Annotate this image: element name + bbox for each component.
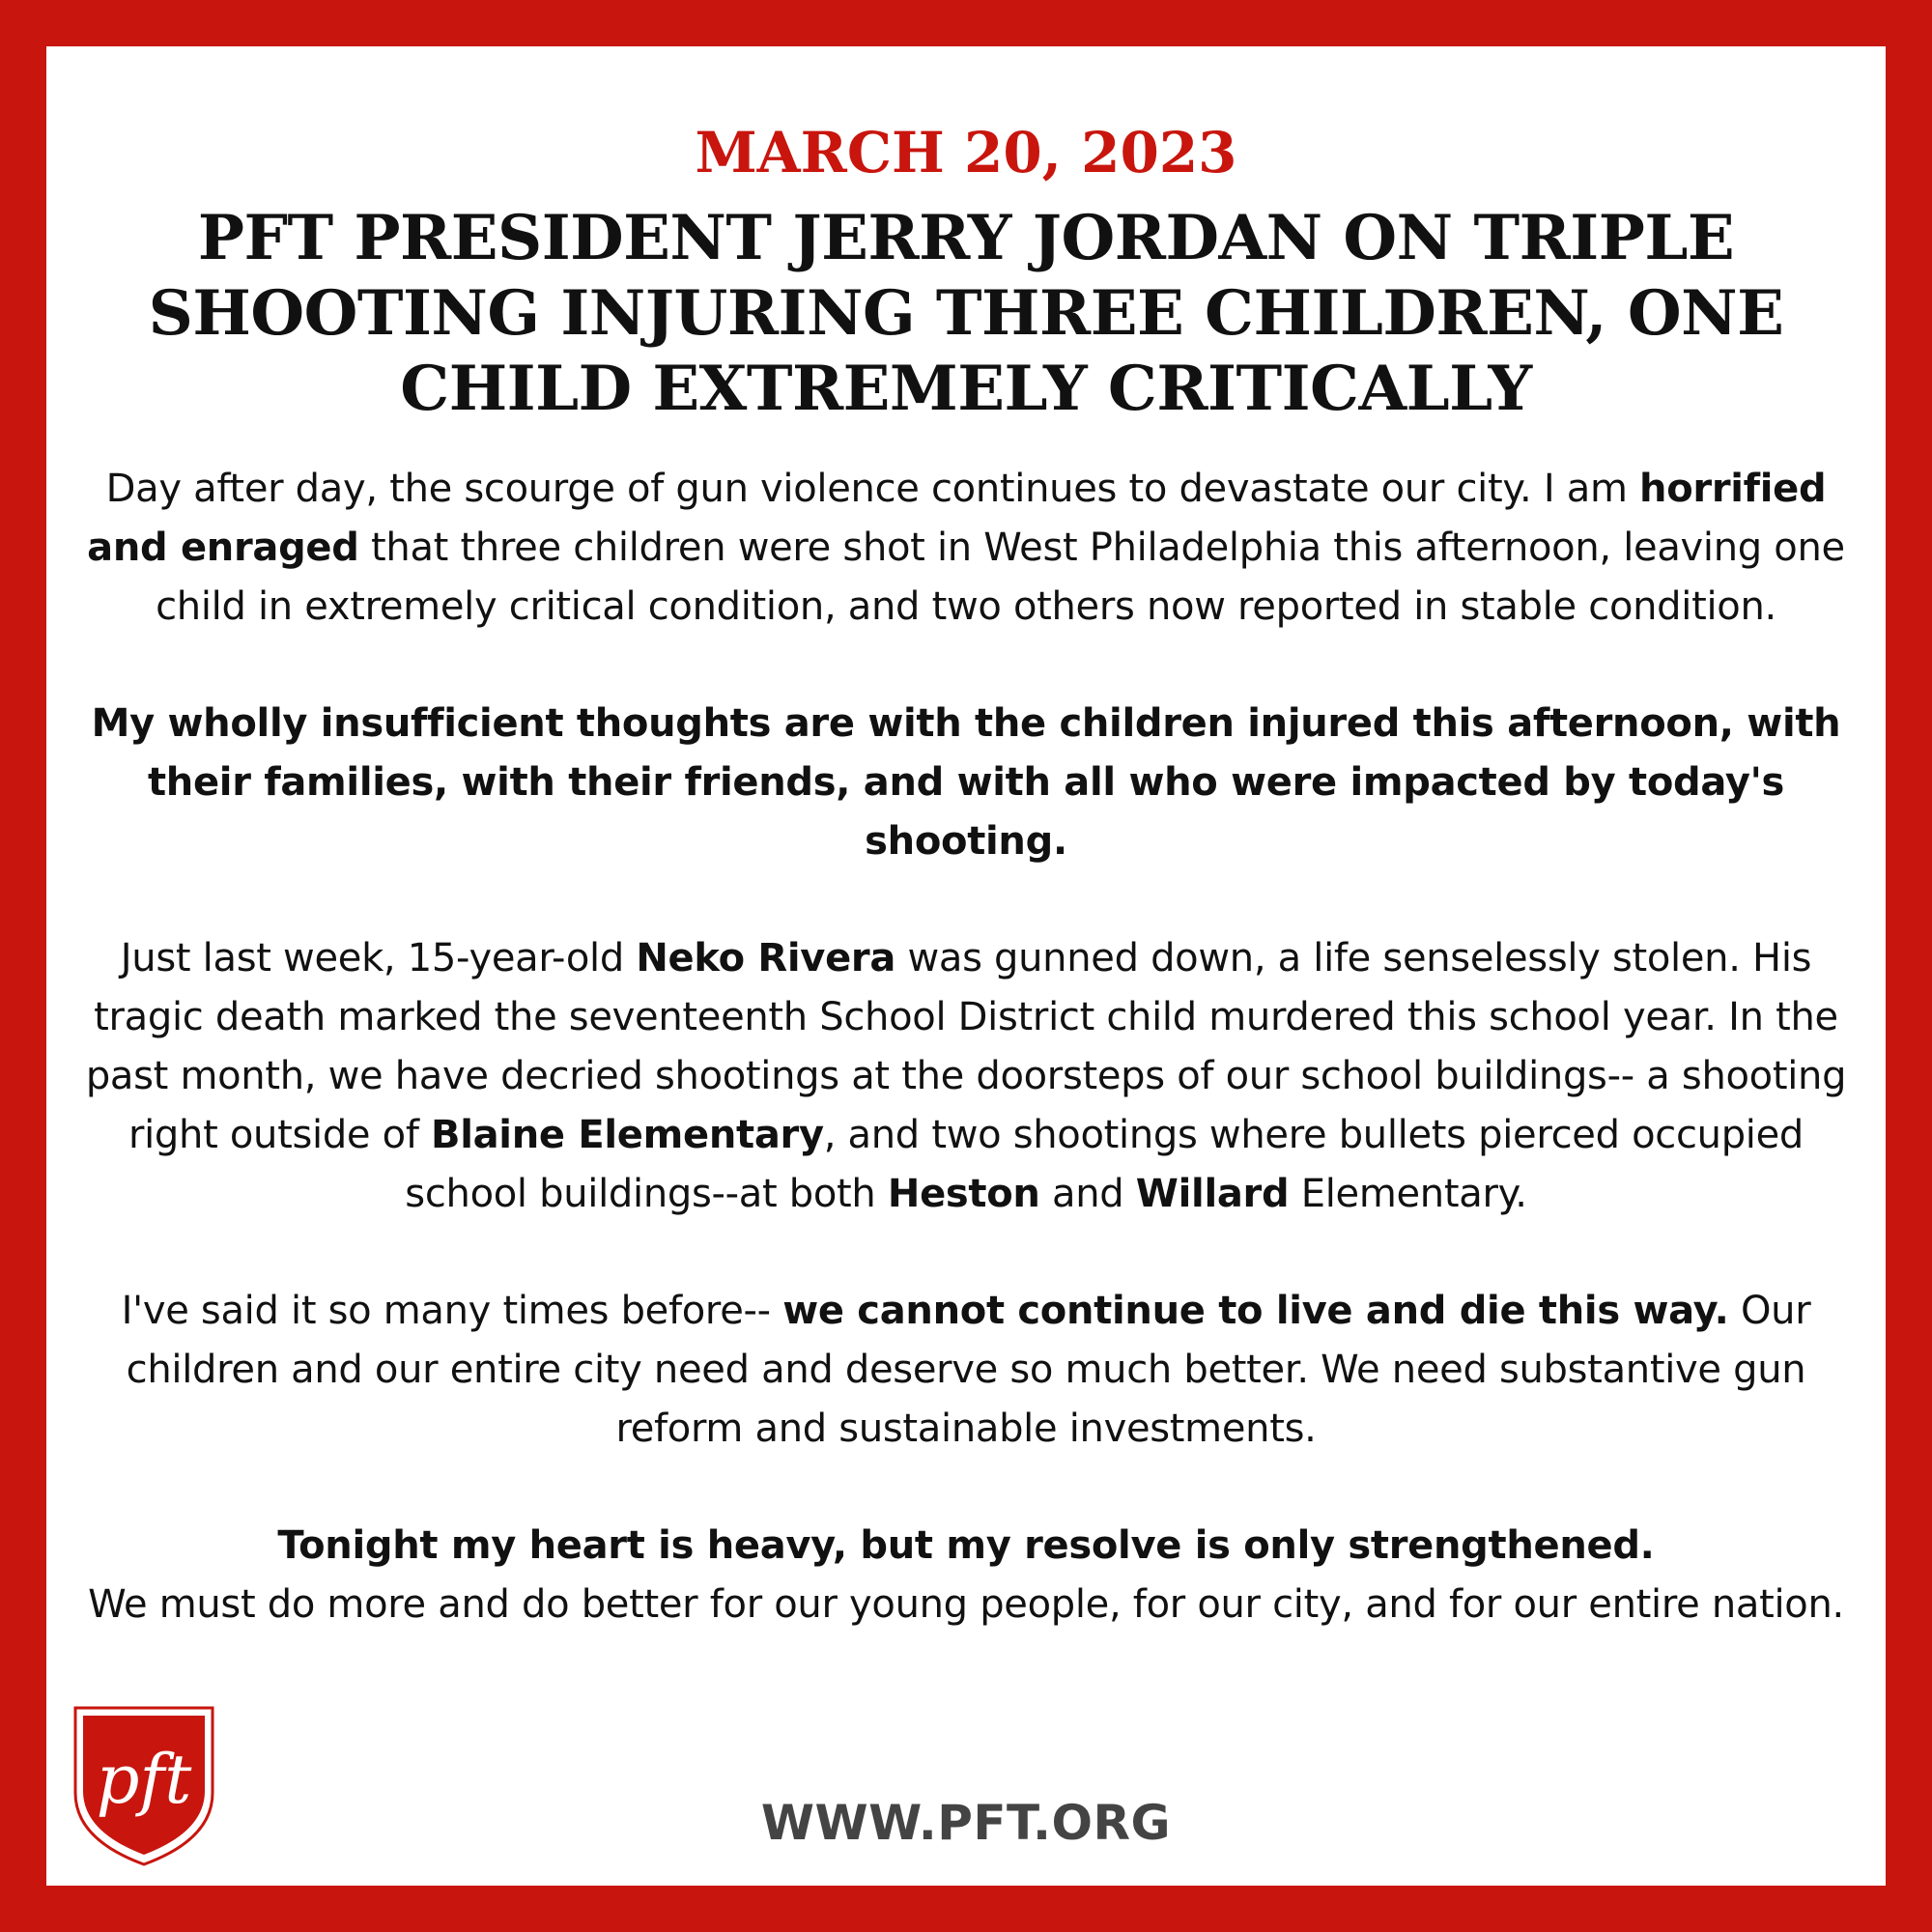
paragraph-3-bold-willard: Willard — [1135, 1172, 1290, 1216]
paragraph-3-text-g: and — [1039, 1172, 1136, 1216]
statement-card — [46, 46, 1886, 1886]
paragraph-4-bold: we cannot continue to live and die this way. — [782, 1289, 1729, 1333]
paragraph-3-text-e: , and two shootings where bullets pierced occupied school buildings--at both — [405, 1113, 1804, 1216]
statement-body — [75, 460, 1857, 1634]
paragraph-1-text-a: Day after day, the scourge of gun violence continues to devastate our city. I am — [105, 467, 1640, 511]
paragraph-5-bold: Tonight my heart is heavy, but my resolve is only strengthened. — [277, 1523, 1655, 1568]
paragraph-3 — [75, 929, 1857, 1224]
paragraph-3-text-i: Elementary. — [1289, 1172, 1527, 1216]
paragraph-3-text-a: Just last week, 15-year-old — [120, 936, 637, 980]
website-link[interactable]: WWW.PFT.ORG — [760, 1795, 1172, 1851]
paragraph-3-bold-blaine: Blaine Elementary — [431, 1113, 824, 1157]
paragraph-4-text-a: I've said it so many times before-- — [121, 1289, 783, 1333]
paragraph-5-text-b: We must do more and do better for our young people, for our city, and for our entire nation. — [88, 1582, 1844, 1627]
paragraph-3-bold-heston: Heston — [887, 1172, 1040, 1216]
statement-title: PFT PRESIDENT JERRY JORDAN ON TRIPLE SHOOTING INJURING THREE CHILDREN, ONE CHILD EXTREMELY CRITICALLY — [148, 202, 1784, 425]
statement-date: MARCH 20, 2023 — [695, 120, 1237, 185]
paragraph-2: My wholly insufficient thoughts are with the children injured this afternoon, with their families, with their friends, and with all who were impacted by today's shooting. — [91, 701, 1841, 864]
paragraph-4-text-c: Our children and our entire city need and deserve so much better. We need substantive gun reform and sustainable investments. — [126, 1289, 1811, 1451]
paragraph-4 — [75, 1282, 1857, 1459]
paragraph-3-text-c: was gunned down, a life senselessly stolen. His tragic death marked the seventeenth School District child murdered this school year. In the past month, we have decried shootings at the doorsteps of our school buildings-- a shooting right outside of — [85, 936, 1847, 1157]
paragraph-1-text-c: that three children were shot in West Philadelphia this afternoon, leaving one child in extremely critical condition, and two others now reported in stable condition. — [156, 526, 1845, 629]
pft-logo-lettering: pft — [96, 1740, 192, 1819]
paragraph-3-bold-name: Neko Rivera — [636, 936, 896, 980]
paragraph-5 — [75, 1517, 1857, 1634]
paragraph-1-bold: horrified and enraged — [87, 467, 1827, 570]
paragraph-1 — [75, 460, 1857, 637]
